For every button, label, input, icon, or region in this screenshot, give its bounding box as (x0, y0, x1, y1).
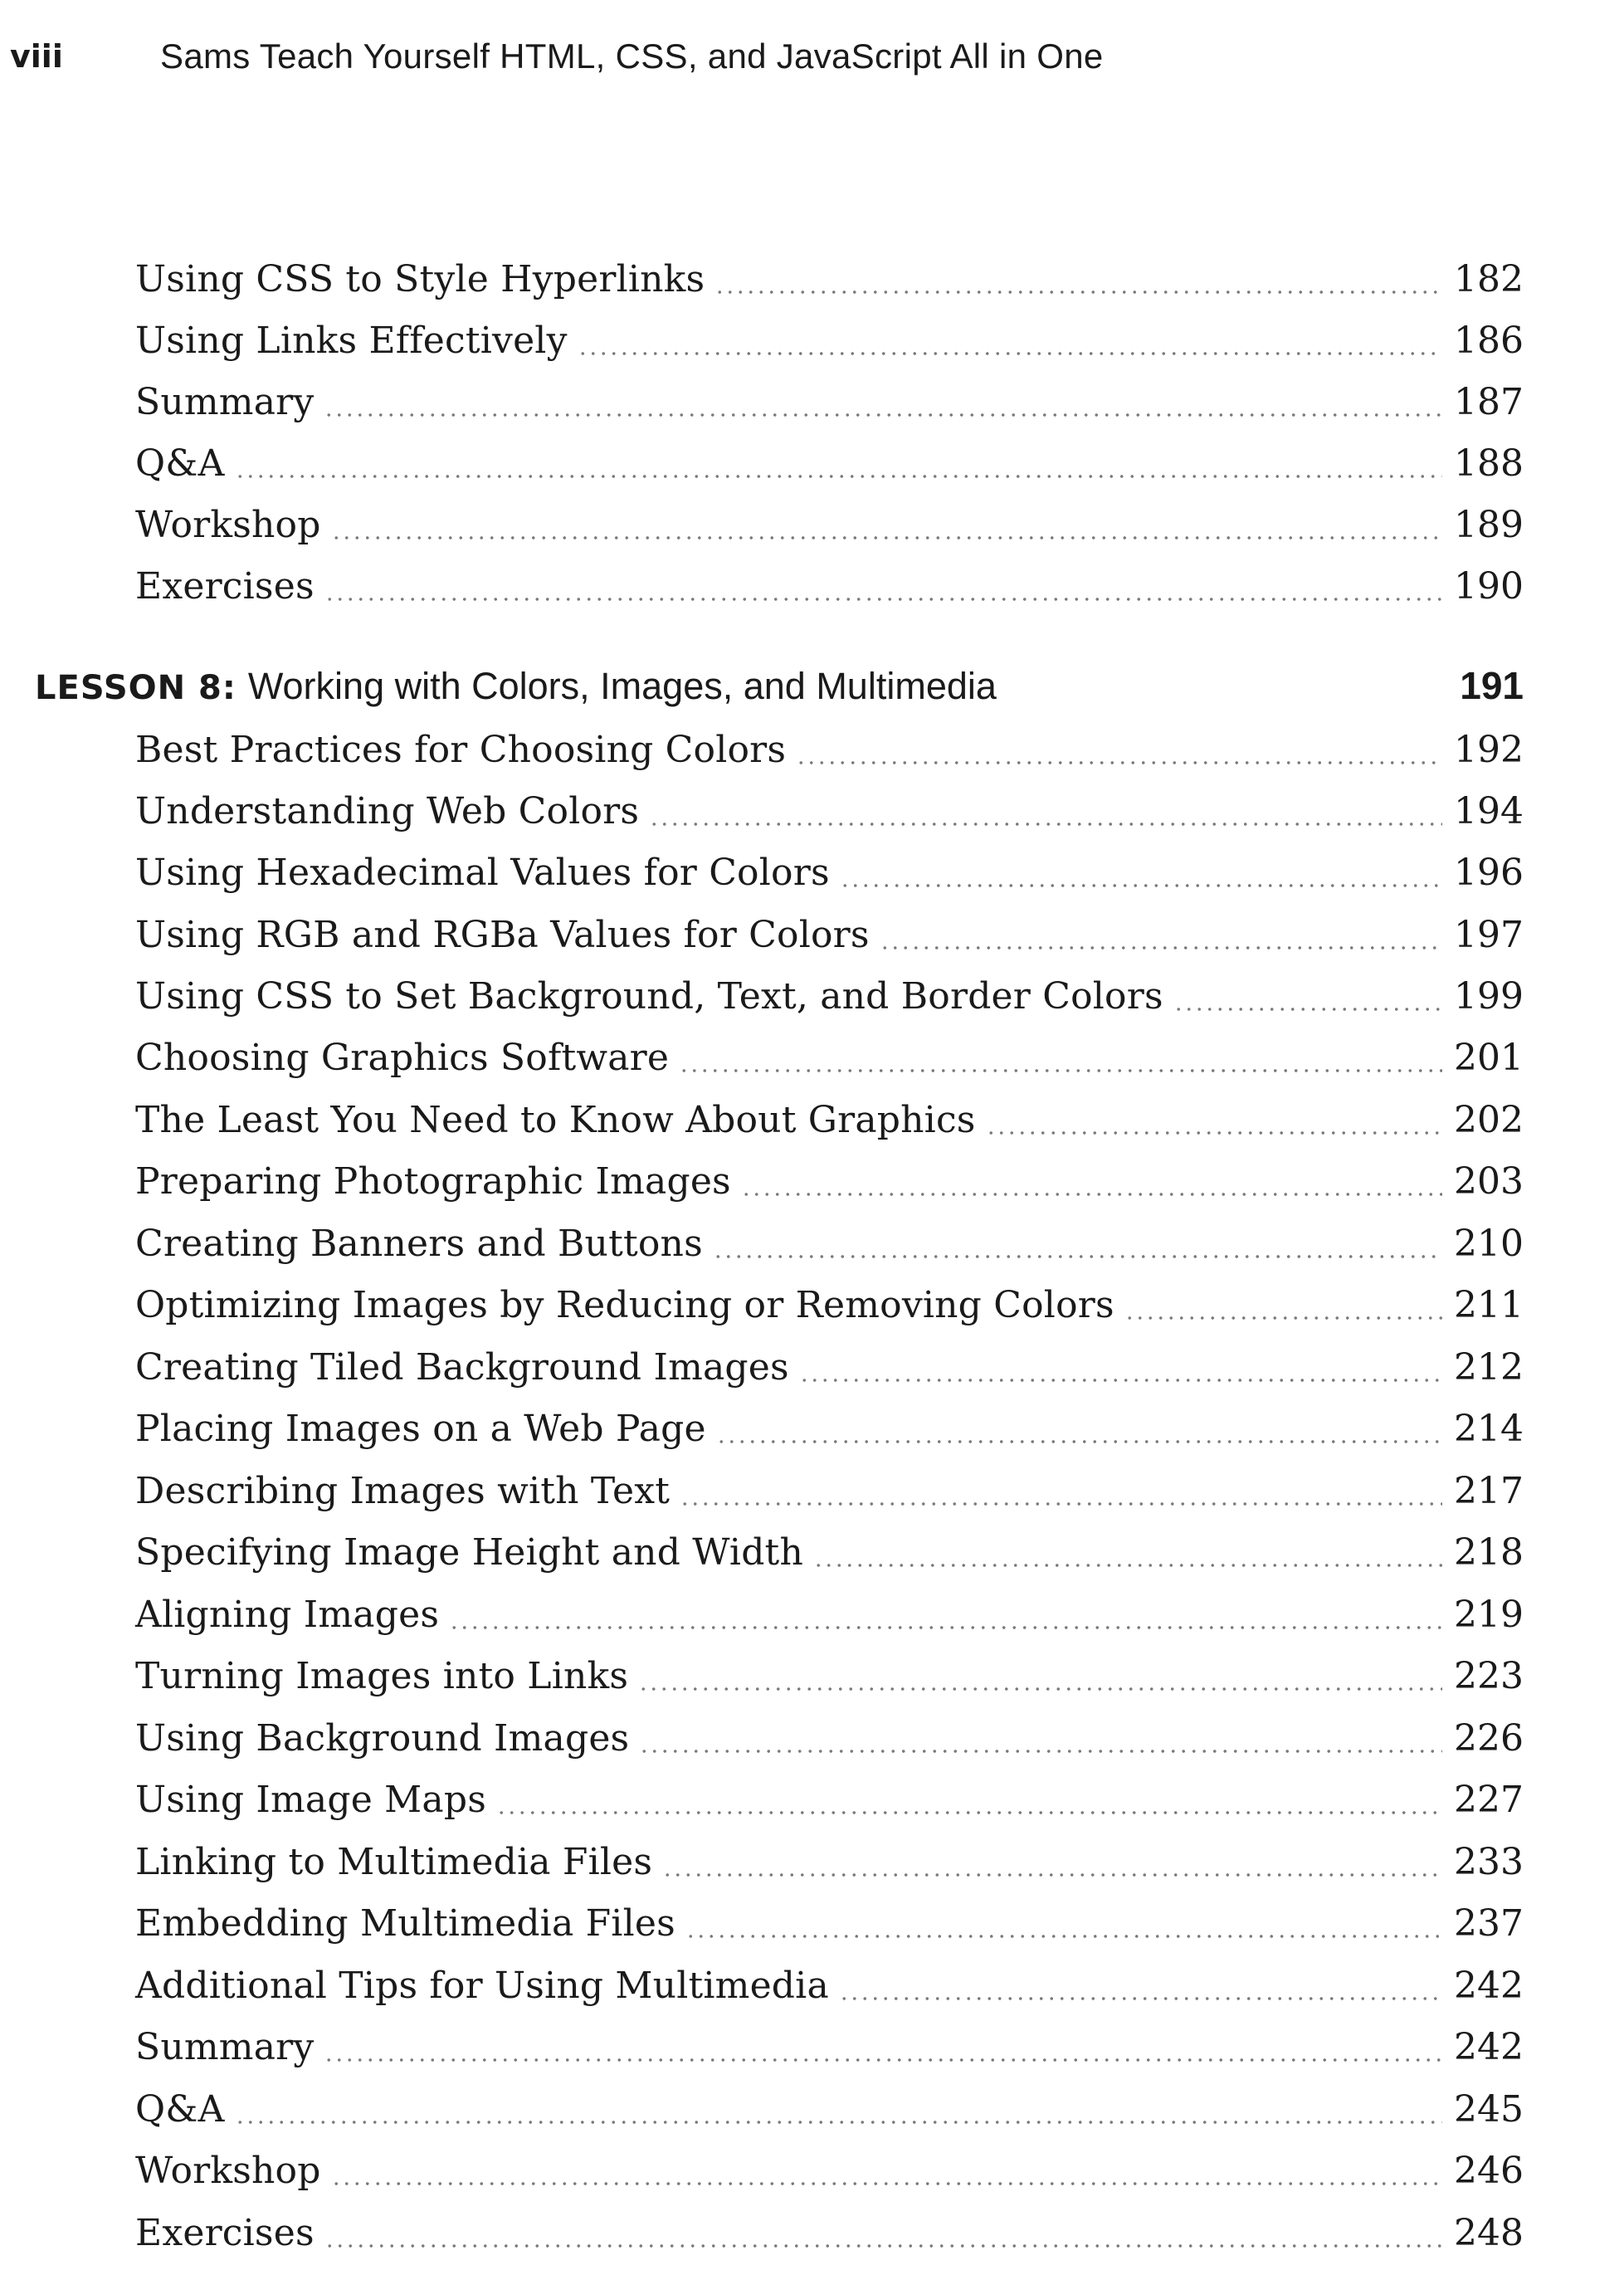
toc-entry[interactable] (135, 310, 1524, 372)
toc-entry-page: 194 (1454, 790, 1524, 832)
dot-leader (679, 1068, 1442, 1073)
toc-entry-page: 212 (1454, 1346, 1524, 1389)
dot-leader (662, 1872, 1442, 1877)
toc-entry-title: Using Image Maps (135, 1779, 486, 1821)
dot-leader (235, 474, 1442, 479)
dot-leader (331, 2181, 1442, 2186)
dot-leader (639, 1749, 1442, 1754)
toc-entry[interactable] (135, 2141, 1524, 2202)
toc-entry[interactable] (135, 1275, 1524, 1336)
toc-entry-page: 199 (1454, 975, 1524, 1018)
toc-entry-page: 242 (1454, 1965, 1524, 2007)
toc-entry[interactable] (135, 781, 1524, 842)
toc-entry-page: 242 (1454, 2026, 1524, 2068)
toc-entry[interactable] (135, 556, 1524, 618)
toc-entry[interactable] (135, 249, 1524, 310)
toc-entry[interactable] (135, 1646, 1524, 1707)
toc-entry[interactable] (135, 1461, 1524, 1522)
toc-entry-page: 186 (1454, 320, 1524, 362)
toc-entry-page: 226 (1454, 1717, 1524, 1760)
toc-entry-title: Placing Images on a Web Page (135, 1408, 706, 1450)
toc-entry[interactable] (135, 1213, 1524, 1275)
toc-entry[interactable] (135, 842, 1524, 904)
toc-entry-page: 211 (1454, 1284, 1524, 1326)
dot-leader (741, 1192, 1442, 1197)
toc-entry[interactable] (135, 1090, 1524, 1151)
running-head (0, 32, 1624, 81)
toc-entry[interactable] (135, 1028, 1524, 1089)
toc-entry-title: Summary (135, 381, 315, 423)
toc-entry[interactable] (135, 966, 1524, 1028)
toc-entry-page: 187 (1454, 381, 1524, 423)
dot-leader (649, 822, 1442, 827)
dot-leader (839, 1996, 1442, 2001)
dot-leader (714, 290, 1442, 295)
toc-entry-title: Workshop (135, 504, 321, 546)
toc-entry-title: Best Practices for Choosing Colors (135, 729, 787, 771)
toc-entry-title: Creating Tiled Background Images (135, 1346, 789, 1389)
toc-entry-page: 214 (1454, 1408, 1524, 1450)
toc-entry-page: 203 (1454, 1160, 1524, 1203)
toc-entry-page: 219 (1454, 1594, 1524, 1636)
toc-entry-title: Using Links Effectively (135, 320, 568, 362)
toc-entry-page: 233 (1454, 1841, 1524, 1883)
toc-entry[interactable] (135, 1151, 1524, 1213)
toc-entry-page: 245 (1454, 2088, 1524, 2131)
toc-entry-page: 202 (1454, 1099, 1524, 1141)
dot-leader (324, 413, 1442, 417)
toc-entry-page: 197 (1454, 914, 1524, 956)
toc-entry-title: Workshop (135, 2150, 321, 2192)
toc-entry-title: Exercises (135, 565, 315, 608)
toc-entry-title: Understanding Web Colors (135, 790, 640, 832)
toc-entry[interactable] (135, 372, 1524, 433)
toc-entry-page: 188 (1454, 442, 1524, 485)
dot-leader (324, 2058, 1442, 2063)
toc-entry-page: 182 (1454, 258, 1524, 300)
toc-entry[interactable] (135, 433, 1524, 495)
toc-entry[interactable] (135, 2203, 1524, 2264)
lesson-label: LESSON 8: (35, 669, 237, 707)
toc-entry[interactable] (135, 720, 1524, 781)
dot-leader (331, 535, 1442, 540)
lesson-title: Working with Colors, Images, and Multimedia (247, 665, 997, 707)
toc-entry[interactable] (135, 1832, 1524, 1893)
dot-leader (796, 760, 1442, 765)
toc-entry-page: 201 (1454, 1037, 1524, 1079)
dot-leader (638, 1687, 1442, 1692)
dot-leader (324, 597, 1442, 602)
dot-leader (1124, 1316, 1442, 1321)
toc-entry[interactable] (135, 1770, 1524, 1831)
toc-entry-title: Turning Images into Links (135, 1655, 629, 1697)
toc-entry-page: 218 (1454, 1531, 1524, 1574)
toc-entry-page: 237 (1454, 1902, 1524, 1945)
toc-entry-page: 210 (1454, 1223, 1524, 1265)
dot-leader (713, 1254, 1442, 1259)
toc-entry-title: The Least You Need to Know About Graphics (135, 1099, 976, 1141)
toc-entry-title: Choosing Graphics Software (135, 1037, 670, 1079)
toc-entry-page: 246 (1454, 2150, 1524, 2192)
dot-leader (449, 1625, 1442, 1630)
toc-entry[interactable] (135, 2079, 1524, 2141)
toc-entry[interactable] (135, 1584, 1524, 1646)
toc-entry[interactable] (135, 2017, 1524, 2078)
toc-entry[interactable] (135, 1708, 1524, 1770)
page-folio: viii (10, 38, 63, 75)
dot-leader (235, 2120, 1442, 2125)
dot-leader (799, 1378, 1442, 1383)
toc-entry-title: Linking to Multimedia Files (135, 1841, 653, 1883)
toc-entry-title: Using CSS to Style Hyperlinks (135, 258, 705, 300)
dot-leader (496, 1810, 1442, 1815)
lesson-page: 191 (1460, 664, 1524, 707)
dot-leader (685, 1934, 1442, 1939)
dot-leader (324, 2243, 1442, 2248)
toc-entry-page: 217 (1454, 1470, 1524, 1512)
toc-entry-title: Using RGB and RGBa Values for Colors (135, 914, 870, 956)
toc-entry-title: Using Hexadecimal Values for Colors (135, 852, 830, 894)
toc-entry[interactable] (135, 1955, 1524, 2017)
toc-entry-page: 190 (1454, 565, 1524, 608)
toc-entry-page: 227 (1454, 1779, 1524, 1821)
lesson-heading[interactable] (35, 653, 1524, 718)
toc-entry-page: 248 (1454, 2212, 1524, 2254)
dot-leader (716, 1439, 1442, 1444)
toc-entry[interactable] (135, 495, 1524, 556)
toc-entry[interactable] (135, 1399, 1524, 1460)
toc-entry-title: Additional Tips for Using Multimedia (135, 1965, 829, 2007)
toc-entry-page: 189 (1454, 504, 1524, 546)
toc-entry-title: Embedding Multimedia Files (135, 1902, 675, 1945)
toc-entry-title: Q&A (135, 2088, 225, 2131)
book-title: Sams Teach Yourself HTML, CSS, and JavaScript All in One (160, 37, 1104, 76)
toc-entry[interactable] (135, 905, 1524, 966)
dot-leader (880, 945, 1442, 950)
dot-leader (680, 1501, 1442, 1506)
dot-leader (840, 883, 1442, 888)
toc-entry-title: Using CSS to Set Background, Text, and Border Colors (135, 975, 1163, 1018)
toc-entry-title: Summary (135, 2026, 315, 2068)
toc-entry-page: 196 (1454, 852, 1524, 894)
toc-entry-title: Describing Images with Text (135, 1470, 671, 1512)
toc-entry-page: 223 (1454, 1655, 1524, 1697)
toc-entry-title: Preparing Photographic Images (135, 1160, 731, 1203)
toc-entry-title: Aligning Images (135, 1594, 440, 1636)
toc-entry[interactable] (135, 1337, 1524, 1399)
toc-entry[interactable] (135, 1522, 1524, 1584)
toc-entry-title: Creating Banners and Buttons (135, 1223, 703, 1265)
toc-entry-title: Optimizing Images by Reducing or Removing Colors (135, 1284, 1114, 1326)
dot-leader (813, 1563, 1442, 1568)
toc-entry-title: Using Background Images (135, 1717, 630, 1760)
dot-leader (1173, 1007, 1442, 1012)
toc-entry-title: Specifying Image Height and Width (135, 1531, 803, 1574)
toc-entry-title: Exercises (135, 2212, 315, 2254)
dot-leader (986, 1130, 1442, 1135)
toc-entry[interactable] (135, 1893, 1524, 1955)
toc-entry-page: 192 (1454, 729, 1524, 771)
toc-entry-title: Q&A (135, 442, 225, 485)
dot-leader (578, 351, 1442, 356)
